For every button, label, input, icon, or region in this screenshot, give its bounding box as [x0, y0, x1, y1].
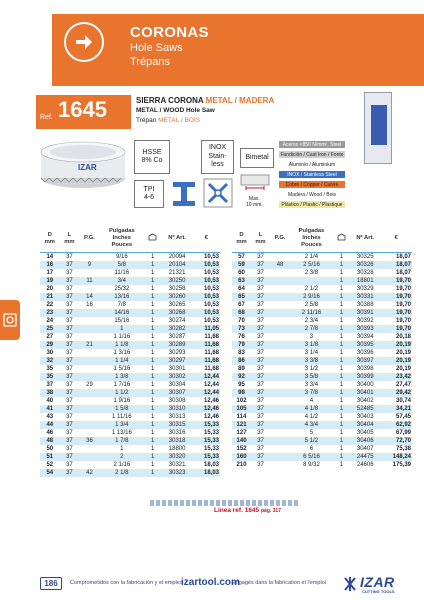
- table-row: 54 37 42 2 1/8 1 30323 18,03: [40, 469, 220, 477]
- section-subtitle-en: Hole Saws: [130, 42, 183, 54]
- table-row: 48 37 36 1 7/8 1 30318 15,33: [40, 437, 220, 445]
- material-steel: Aceros <850 N/mm², Steel: [278, 140, 346, 149]
- max-depth-icon: [240, 172, 270, 194]
- product-title-en: METAL / WOOD Hole Saw: [136, 107, 215, 114]
- table-row: 30 37 1 3/16 1 30293 11,68: [46, 349, 219, 356]
- table-row: 83 37 3 1/4 1 30396 20,19: [238, 349, 411, 356]
- table-row: 44 37 1 3/4 1 30315 15,33: [40, 421, 220, 429]
- related-line-bar: [150, 500, 300, 506]
- material-aluminium: Aluminio / Aluminium: [278, 160, 346, 169]
- inox-badge: INOX Stain- less: [201, 140, 234, 174]
- table-row: 89 37 3 1/2 1 30398 20,19: [238, 365, 411, 372]
- table-row: 59 37 48 2 5/16 1 30326 18,07: [232, 261, 412, 269]
- footer-website[interactable]: izartool.com: [181, 577, 240, 588]
- table-header: D mm L mm P.G. Pulgadas Inches Pouces Nº Art. €: [232, 226, 412, 252]
- table-row: 24 37 15/16 1 30274 10,53: [46, 317, 219, 324]
- product-logo: IZAR: [78, 163, 97, 172]
- table-row: 50 37 1 1 18800 15,33: [46, 445, 219, 452]
- table-row: 67 37 2 5/8 1 30388 19,70: [238, 301, 411, 308]
- package-image: [364, 92, 392, 164]
- arrow-icon: [64, 22, 104, 62]
- i-beam-icon: [171, 180, 197, 208]
- table-row: 79 37 3 1/8 1 30395 20,19: [232, 341, 412, 349]
- footer-text-es: Comprometidos con la fabricación y el empleo: [70, 580, 183, 586]
- table-row: 152 37 6 1 30407 75,38: [236, 445, 411, 452]
- table-row: 35 37 1 5/16 1 30301 11,68: [46, 365, 219, 372]
- table-row: 127 37 5 1 30405 67,99: [236, 429, 411, 436]
- sizes-table-left: [40, 226, 220, 477]
- table-row: 46 37 1 13/16 1 30316 15,33: [46, 429, 219, 436]
- table-row: 20 37 25/32 1 30258 10,53: [46, 285, 219, 292]
- table-row: 23 37 14/16 1 30268 10,53: [40, 309, 220, 317]
- sizes-table-right: [232, 226, 412, 469]
- material-cast-iron: Fundición / Cast Iron / Fonte: [278, 150, 346, 159]
- table-row: 25 37 1 1 30282 11,05: [40, 325, 220, 333]
- table-row: 22 37 16 7/8 1 30265 10,53: [46, 301, 219, 308]
- material-wood: Madera / Wood / Bois: [278, 190, 346, 199]
- table-row: 19 37 11 3/4 1 30250 10,53: [40, 277, 220, 285]
- product-title-fr: Trépan METAL / BOIS: [136, 117, 201, 124]
- material-copper: Cobre / Copper / Cuivre: [278, 180, 346, 189]
- product-title: SIERRA CORONA METAL / MADERA: [136, 96, 275, 105]
- table-row: 210 37 8 9/32 1 24606 175,39: [236, 461, 411, 468]
- table-row: 160 37 6 5/16 1 24475 148,24: [232, 453, 412, 461]
- ref-number: 1645: [58, 97, 107, 122]
- table-row: 60 37 2 3/8 1 30328 18,07: [238, 269, 411, 276]
- table-row: 38 37 1 1/2 1 30307 12,44: [40, 389, 220, 397]
- material-inox: INOX / Stainless Steel: [278, 170, 346, 179]
- table-row: 32 37 1 1/4 1 30297 11,68: [40, 357, 220, 365]
- table-row: 17 37 11/16 1 21321 10,53: [46, 269, 219, 276]
- table-row: 37 37 29 1 7/16 1 30304 12,44: [46, 381, 219, 388]
- hsse-badge: HSSE 8% Co: [134, 140, 170, 174]
- table-row: 27 37 1 1/16 1 30287 11,68: [46, 333, 219, 340]
- table-row: 29 37 21 1 1/8 1 30289 11,68: [40, 341, 220, 349]
- table-row: 16 37 9 5/8 1 20104 10,53: [40, 261, 220, 269]
- max-depth-label: Max. 10 mm.: [246, 196, 263, 208]
- table-row: 21 37 14 13/16 1 30260 10,53: [40, 293, 220, 301]
- izar-logo-icon: [342, 576, 358, 592]
- table-row: 86 37 3 3/8 1 30397 20,19: [232, 357, 412, 365]
- brand-logo: IZAR: [360, 574, 395, 590]
- table-row: 14 37 9/16 1 20094 10,53: [46, 253, 219, 260]
- table-row: 121 37 4 3/4 1 30404 62,92: [232, 421, 412, 429]
- cross-cut-icon: [203, 178, 233, 208]
- table-row: 35 37 1 3/8 1 30302 12,44: [40, 373, 220, 381]
- box-icon: [333, 226, 350, 252]
- table-row: 76 37 3 1 30394 20,18: [238, 333, 411, 340]
- table-row: 68 37 2 11/16 1 30391 19,70: [232, 309, 412, 317]
- tpi-badge: TPI 4-6: [134, 180, 164, 208]
- section-header-bar: [52, 14, 424, 86]
- material-plastic: Plástico / Plastic / Plastique: [278, 200, 346, 209]
- ref-label: Ref.: [40, 114, 53, 121]
- table-row: 73 37 2 7/8 1 30393 19,70: [232, 325, 412, 333]
- table-header: D mm L mm P.G. Pulgadas Inches Pouces Nº Art. €: [40, 226, 220, 252]
- table-row: 65 37 2 9/16 1 30331 19,70: [232, 293, 412, 301]
- page-number: 186: [40, 577, 62, 590]
- table-row: 114 37 4 1/2 1 30403 57,45: [236, 413, 411, 420]
- table-row: 98 37 3 7/8 1 30401 29,42: [232, 389, 412, 397]
- category-tab[interactable]: [0, 300, 20, 340]
- table-row: 95 37 3 3/4 1 30400 27,47: [238, 381, 411, 388]
- table-row: 140 37 5 1/2 1 30406 72,70: [232, 437, 412, 445]
- table-row: 57 37 2 1/4 1 30325 18,07: [238, 253, 411, 260]
- table-row: 64 37 2 1/2 1 30329 19,70: [238, 285, 411, 292]
- hole-saw-image: [38, 138, 128, 190]
- table-row: 63 37 1 18801 19,70: [232, 277, 412, 285]
- table-row: 40 37 1 9/16 1 30308 12,46: [46, 397, 219, 404]
- table-row: 52 37 2 1/16 1 30321 18,03: [46, 461, 219, 468]
- table-row: 43 37 1 11/16 1 30313 12,46: [46, 413, 219, 420]
- brand-tagline: CUTTING TOOLS: [362, 589, 395, 594]
- table-row: 105 37 4 1/8 1 52485 34,21: [232, 405, 412, 413]
- table-row: 51 37 2 1 30320 15,33: [40, 453, 220, 461]
- table-row: 102 37 4 1 30402 30,74: [236, 397, 411, 404]
- table-row: 70 37 2 3/4 1 30392 19,70: [238, 317, 411, 324]
- footer-text-fr: Engagés dans la fabrication et l'emploi: [232, 580, 326, 586]
- bimetal-badge: Bimetal: [240, 148, 274, 168]
- table-row: 92 37 3 5/8 1 30399 23,42: [232, 373, 412, 381]
- section-title: CORONAS: [130, 24, 209, 41]
- box-icon: [144, 226, 162, 252]
- table-row: 41 37 1 5/8 1 30310 12,46: [40, 405, 220, 413]
- related-line-link[interactable]: Línea ref. 1645 pág. 317: [214, 507, 281, 514]
- section-subtitle-fr: Trépans: [130, 56, 170, 68]
